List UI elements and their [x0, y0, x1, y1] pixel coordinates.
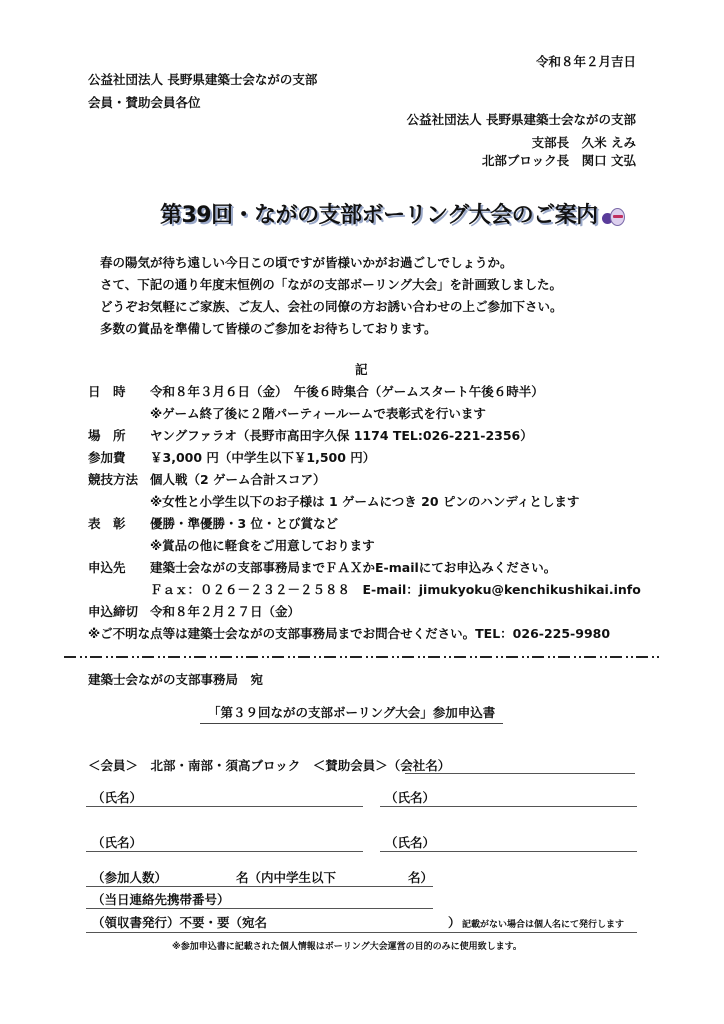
detail-value: 建築士会ながの支部事務局までＦＡＸかE-mailにてお申込みください。	[150, 560, 557, 575]
detail-label: 申込締切	[88, 604, 139, 619]
detail-value: ￥3,000 円（中学生以下￥1,500 円）	[150, 450, 376, 465]
receipt-field[interactable]	[86, 932, 637, 933]
count-unit-end: 名）	[408, 870, 434, 885]
detail-label: 場 所	[88, 428, 126, 443]
body-paragraph: 多数の賞品を準備して皆様のご参加をお待ちしております。	[100, 321, 437, 336]
receipt-note: 記載がない場合は個人名にて発行します	[462, 920, 625, 930]
count-label: （参加人数）	[92, 870, 168, 885]
body-paragraph: 春の陽気が待ち遠しい今日この頃ですが皆様いかがお過ごしでしょうか。	[100, 255, 513, 270]
detail-value: 個人戦（2 ゲーム合計スコア）	[150, 472, 326, 487]
detail-value: ヤングファラオ（長野市高田字久保 1174 TEL:026-221-2356）	[150, 428, 533, 443]
contact-value: Ｆａｘ：０２６－２３２－２５８８ E-mail：jimukyoku@kenchikushikai.info	[150, 582, 641, 597]
addressee-members: 会員・賛助会員各位	[88, 95, 201, 110]
detail-label: 競技方法	[88, 472, 139, 487]
phone-label: （当日連絡先携帯番号）	[92, 892, 230, 907]
receipt-close: ）	[448, 915, 461, 930]
addressee-org: 公益社団法人 長野県建築士会ながの支部	[88, 72, 318, 87]
body-paragraph: どうぞお気軽にご家族、ご友人、会社の同僚の方お誘い合わせの上ご参加下さい。	[100, 299, 563, 314]
receipt-label: （領収書発行）不要・要（宛名	[92, 915, 268, 930]
detail-label: 参加費	[88, 450, 126, 465]
name-label: （氏名）	[92, 835, 143, 850]
form-title: 「第３９回ながの支部ボーリング大会」参加申込書	[200, 705, 503, 724]
page-title	[160, 198, 624, 229]
form-recipient: 建築士会ながの支部事務局 宛	[88, 672, 264, 687]
body-paragraph: さて、下記の通り年度末恒例の「ながの支部ボーリング大会」を計画致しました。	[100, 277, 563, 292]
detail-value: 令和８年２月２７日（金）	[150, 604, 301, 619]
detail-value: ※女性と小学生以下のお子様は 1 ゲームにつき 20 ピンのハンディとします	[150, 494, 580, 509]
bowling-balls-icon	[602, 207, 624, 225]
company-name-field[interactable]	[405, 773, 635, 774]
privacy-note: ※参加申込書に記載された個人情報はボーリング大会運営の目的のみに使用致します。	[172, 942, 522, 952]
detail-value: 優勝・準優勝・3 位・とび賞など	[150, 516, 339, 531]
sender-org: 公益社団法人 長野県建築士会ながの支部	[406, 112, 636, 127]
detail-label: 表 彰	[88, 516, 126, 531]
detail-value: 令和８年３月６日（金） 午後６時集合（ゲームスタート午後６時半）	[150, 384, 544, 399]
detail-label: 申込先	[88, 560, 126, 575]
sender-block-chief: 北部ブロック長 関口 文弘	[481, 153, 636, 168]
ki-heading: 記	[355, 362, 368, 377]
inquiry-note: ※ご不明な点等は建築士会ながの支部事務局までお問合せください。TEL：026-225-9980	[88, 626, 611, 641]
title-text: 第39回・ながの支部ボーリング大会のご案内	[160, 203, 598, 228]
cut-line	[64, 656, 659, 658]
name-label: （氏名）	[385, 835, 436, 850]
detail-value: ※ゲーム終了後に２階パーティールームで表彰式を行います	[150, 406, 486, 421]
name-field-1[interactable]	[86, 806, 363, 807]
name-field-4[interactable]	[380, 851, 637, 852]
sender-chief: 支部長 久米 えみ	[531, 135, 636, 150]
document-date: 令和８年２月吉日	[535, 54, 636, 69]
name-label: （氏名）	[385, 790, 436, 805]
count-unit: 名（内中学生以下	[236, 870, 337, 885]
detail-label: 日 時	[88, 384, 126, 399]
member-row-label: ＜会員＞ 北部・南部・須高ブロック ＜賛助会員＞（会社名）	[88, 758, 451, 773]
name-field-3[interactable]	[86, 851, 363, 852]
phone-field[interactable]	[86, 908, 433, 909]
detail-value: ※賞品の他に軽食をご用意しております	[150, 538, 375, 553]
name-field-2[interactable]	[380, 806, 637, 807]
name-label: （氏名）	[92, 790, 143, 805]
participant-count-field[interactable]	[86, 886, 433, 887]
